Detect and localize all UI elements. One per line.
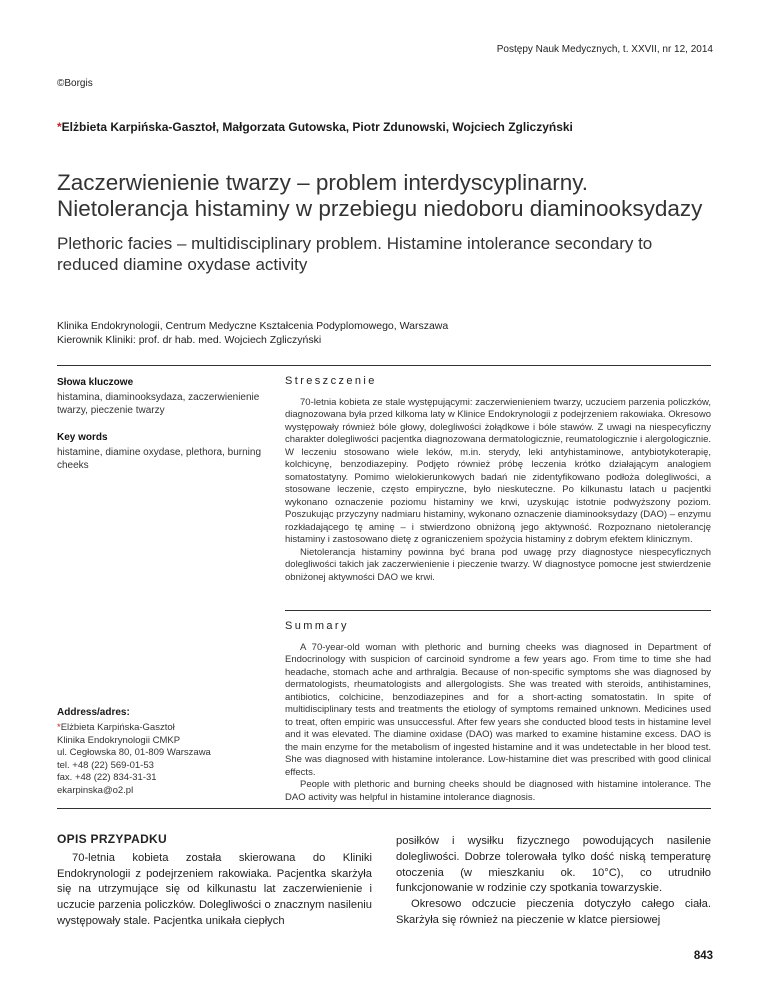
- author-list: [57, 120, 573, 134]
- divider-abstracts: [285, 610, 711, 611]
- address-line: ul. Cegłowska 80, 01-809 Warszawa: [57, 747, 211, 758]
- divider-top: [57, 365, 711, 366]
- address-line: tel. +48 (22) 569-01-53: [57, 759, 154, 771]
- abstract-polish-paragraph-1: 70-letnia kobieta ze stale występującymi: zaczerwienieniem twarzy, uczuciem parzenia policzków, diagnozowana była przed kilkoma laty w Klinice Endokrynologii z podejrzeniem rakowiaka. Okresowo występowały również bóle głowy, dolegliwości żołądkowe i bóle stawów. Z uwagi na niespecyficzny charakter dolegliwości pacjentka diagnozowana dermatologicznie, reumatologicznie i alergologicznie. W leczeniu stosowano wiele leków, m.in. sterydy, leki antyhistaminowe, antybiotykoterapię, kolchicynę, benzodiazepiny. Podjęto również próbę leczenia krótko działającym analogiem somatostatyny. Pomimo wielokierunkowych badań nie zidentyfikowano podłoża dolegliwości, a stosowane leczenie, często empiryczne, było nieskuteczne. Po kilkunastu latach u pacjentki wykonano oznaczenie poziomu histaminy we krwi, uzyskując istotnie podwyższony poziom. Poszukując przyczyny nadmiaru histaminy, wykonano oznaczenie diaminooksydazy (DAO) – enzymu rozkładającego tę aminę – i stwierdzono obniżoną jego aktywność. Rozpoznano nietolerancję histaminy i zastosowano dietę z ograniczeniem spożycia histaminy z dobrym efektem klinicznym.: [285, 396, 711, 545]
- abstract-polish: [285, 375, 711, 584]
- abstract-english-paragraph-2: People with plethoric and burning cheeks should be diagnosed with histamine intolerance. The DAO activity was helpful in histamine intolerance diagnosis.: [285, 779, 711, 803]
- affiliation-institution: Klinika Endokrynologii, Centrum Medyczne Kształcenia Podyplomowego, Warszawa: [57, 320, 449, 332]
- address-heading: Address/adres:: [57, 707, 130, 718]
- running-head: Postępy Nauk Medycznych, t. XXVII, nr 12, 2014: [496, 44, 713, 55]
- divider-bottom: [57, 808, 711, 809]
- authors-text: Elżbieta Karpińska-Gasztoł, Małgorzata Gutowska, Piotr Zdunowski, Wojciech Zgliczyński: [61, 120, 573, 134]
- correspondence-address: [57, 707, 272, 797]
- keywords-polish: [57, 377, 272, 417]
- article-title-polish: Zaczerwienienie twarzy – problem interdyscyplinarny. Nietolerancja histaminy w przebiegu niedoboru diaminooksydazy: [57, 170, 703, 221]
- affiliation-head: Kierownik Kliniki: prof. dr hab. med. Wojciech Zgliczyński: [57, 334, 322, 346]
- body-paragraph: 70-letnia kobieta została skierowana do Kliniki Endokrynologii z podejrzeniem rakowiaka. Pacjentka skarżyła się na utrzymujące się od kilkunastu lat zaczerwienienie i uczucie parzenia policzków. Dolegliwości o znacznym nasileniu występowały stale. Pacjentka unikała ciepłych: [57, 851, 372, 927]
- abstract-english-heading: Summary: [285, 620, 349, 632]
- address-email: ekarpinska@o2.pl: [57, 784, 134, 796]
- keywords-polish-text: histamina, diaminooksydaza, zaczerwienienie twarzy, pieczenie twarzy: [57, 392, 260, 416]
- publisher-mark: ©Borgis: [57, 78, 93, 89]
- body-paragraph: Okresowo odczucie pieczenia dotyczyło całego ciała. Skarżyła się również na pieczenie w klatce piersiowej: [396, 898, 711, 926]
- keywords-english-text: histamine, diamine oxydase, plethora, burning cheeks: [57, 447, 262, 471]
- page-number: 843: [693, 950, 713, 962]
- abstract-english: [285, 620, 711, 804]
- body-column-left: [57, 832, 372, 930]
- abstract-english-paragraph-1: A 70-year-old woman with plethoric and burning cheeks was diagnosed in Department of Endocrinology with suspicion of carcinoid syndrome a few years ago. From time to time she had headache, stomach ache and arthralgia. Because of non-specific symptoms she was diagnosed by dermatologists, rheumatologists and allergologists. She was treated with steroids, antihistamines, antibiotics, colchicine, benzodiazepines and for a short-acting somatostatin. In spite of multidisciplinary tests and treatments the etiology of symptoms remained unknown. Medicines used to treat, often empiric was unsuccessful. After few years she conducted blood tests in histamine level and it was elevated. The diamine oxidase (DAO) was marked to examine histamine excess. DAO is the main enzyme for the metabolism of ingested histamine and it was undetectable in her blood test. She was diagnosed with histamine intolerance. Low-histamine diet was prescribed with good clinical effects.: [285, 641, 711, 778]
- address-lines: [57, 722, 272, 797]
- abstract-polish-paragraph-2: Nietolerancja histaminy powinna być brana pod uwagę przy diagnostyce niespecyficznych dolegliwości takich jak zaczerwienienie i pieczenie twarzy. W diagnostyce pomocne jest stwierdzenie obniżonej aktywności DAO we krwi.: [285, 546, 711, 583]
- case-report-heading: OPIS PRZYPADKU: [57, 832, 167, 846]
- address-line: Klinika Endokrynologii CMKP: [57, 734, 181, 746]
- address-line: fax. +48 (22) 834-31-31: [57, 772, 157, 783]
- address-name: *Elżbieta Karpińska-Gasztoł: [57, 722, 175, 733]
- article-title-english: Plethoric facies – multidisciplinary problem. Histamine intolerance secondary to reduced diamine oxydase activity: [57, 234, 653, 274]
- abstract-polish-heading: Streszczenie: [285, 375, 377, 387]
- corresponding-author-mark: *: [57, 722, 61, 733]
- body-paragraph: posiłków i wysiłku fizycznego powodujących nasilenie dolegliwości. Dobrze tolerowała tylko dość niską temperaturę otoczenia (w mieszkaniu ok. 10°C), co utrudniło funkcjonowanie w rodzinie czy spotkania towarzyskie.: [396, 835, 711, 895]
- affiliation: [57, 319, 448, 347]
- corresponding-author-mark: *: [57, 120, 62, 134]
- keywords-english-heading: Key words: [57, 432, 108, 443]
- body-column-right: [396, 834, 711, 929]
- keywords-english: [57, 432, 272, 472]
- keywords-polish-heading: Słowa kluczowe: [57, 377, 134, 388]
